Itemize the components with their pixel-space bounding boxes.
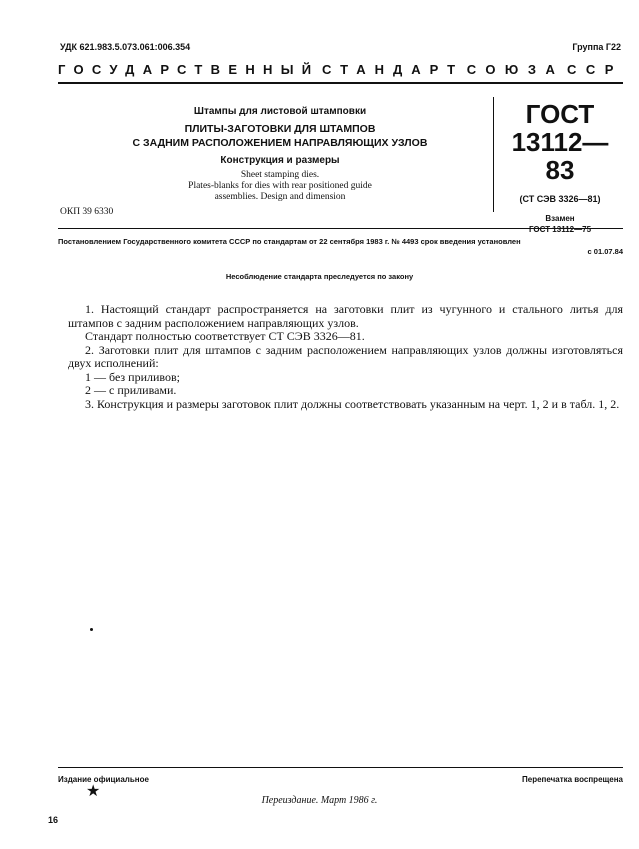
official-edition: Издание официальное: [58, 775, 149, 784]
page-number: 16: [48, 815, 59, 825]
decree-date: с 01.07.84: [587, 247, 623, 256]
middle-rule: [58, 228, 623, 229]
gost-label: ГОСТ: [525, 99, 595, 129]
paragraph-3: 2. Заготовки плит для штампов с задним расположением направляющих узлов должны изготовляться двух исполнений:: [68, 342, 623, 370]
title-block: [110, 106, 450, 203]
title-main: [110, 122, 450, 150]
title-line-3: С ЗАДНИМ РАСПОЛОЖЕНИЕМ НАПРАВЛЯЮЩИХ УЗЛОВ: [132, 137, 428, 149]
english-line-2: Plates-blanks for dies with rear positioned guide: [188, 181, 372, 191]
reissue-note: Переиздание. Март 1986 г.: [261, 795, 378, 806]
banner-word-2: СТАНДАРТ: [322, 62, 465, 77]
udk-code: УДК 621.983.5.073.061:006.354: [60, 42, 191, 52]
okp-code: ОКП 39 6330: [60, 207, 114, 217]
reprint-prohibited: Перепечатка воспрещена: [522, 775, 623, 784]
decree-text: Постановлением Государственного комитета СССР по стандартам от 22 сентября 1983 г. № 4493 срок введения установлен: [58, 237, 521, 246]
title-divider: [493, 97, 494, 212]
paragraph-6: 3. Конструкция и размеры заготовок плит должны соответствовать указанным на черт. 1, 2 и в табл. 1, 2.: [85, 396, 620, 411]
english-line-3: assemblies. Design and dimension: [214, 192, 346, 202]
banner-word-4: ССР: [567, 62, 623, 77]
title-line-2: ПЛИТЫ-ЗАГОТОВКИ ДЛЯ ШТАМПОВ: [184, 123, 376, 135]
replaces-label: Взамен: [545, 214, 575, 223]
title-line-1: Штампы для листовой штамповки: [193, 106, 367, 117]
replaces-standard: ГОСТ 13112—75: [528, 225, 592, 234]
banner-word-1: ГОСУДАРСТВЕННЫЙ: [58, 62, 320, 77]
banner-word-3: СОЮЗА: [466, 62, 565, 77]
gost-number: 13112—83: [511, 127, 609, 185]
title-line-4: Конструкция и размеры: [220, 155, 340, 166]
english-title: [110, 170, 450, 203]
paragraph-1: 1. Настоящий стандарт распространяется на заготовки плит из чугунного и стального литья для штампов с задним расположением направляющих узлов.: [68, 302, 623, 330]
paragraph-4: 1 — без приливов;: [85, 369, 180, 384]
star-icon: ★: [86, 783, 101, 800]
paragraph-2: Стандарт полностью соответствует СТ СЭВ 3326—81.: [85, 329, 365, 343]
english-line-1: Sheet stamping dies.: [240, 170, 320, 180]
body-text: [68, 303, 623, 411]
paragraph-5: 2 — с приливами.: [85, 383, 177, 397]
bottom-rule: [58, 767, 623, 768]
scan-dot: [90, 628, 93, 631]
cmea-reference: (СТ СЭВ 3326—81): [519, 194, 601, 204]
group-code: Группа Г22: [572, 42, 621, 52]
gost-block: [500, 100, 620, 234]
legal-warning: Несоблюдение стандарта преследуется по закону: [225, 272, 414, 281]
state-standard-banner: [58, 62, 623, 77]
top-rule: [58, 82, 623, 84]
